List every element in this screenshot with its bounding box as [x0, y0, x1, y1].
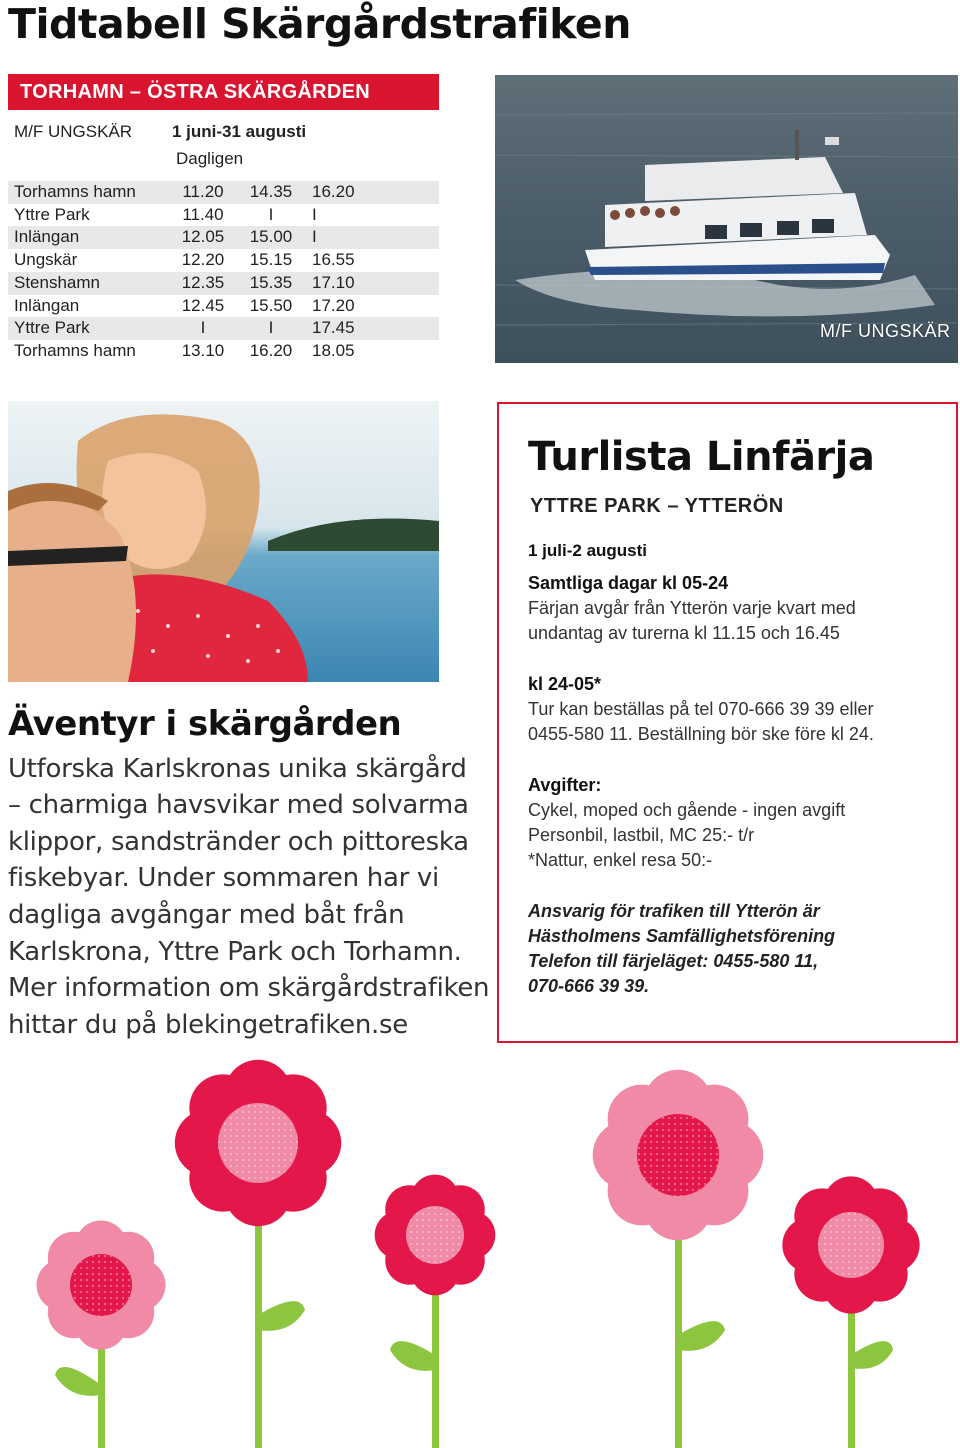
table-row — [8, 317, 439, 340]
flower — [593, 1070, 764, 1448]
flower-center-dots — [218, 1103, 298, 1183]
flower — [375, 1175, 496, 1448]
departure-time: 17.45 — [306, 317, 439, 340]
page-title: Tidtabell Skärgårdstrafiken — [8, 0, 631, 48]
fee-item: Personbil, lastbil, MC 25:- t/r — [528, 825, 755, 845]
stop-name: Yttre Park — [14, 204, 90, 224]
night-text: 0455-580 11. Beställning bör ske före kl 24. — [528, 724, 874, 744]
adventure-text-line: Mer information om skärgårdstrafiken — [8, 973, 490, 1003]
table-row — [8, 340, 439, 363]
day-text: Färjan avgår från Ytterön varje kvart med — [528, 598, 856, 618]
adventure-text-line: – charmiga havsvikar med solvarma — [8, 790, 469, 820]
adventure-link-line: hittar du på blekingetrafiken.se — [8, 1010, 408, 1040]
fee-item: Cykel, moped och gående - ingen avgift — [528, 800, 846, 820]
day-text: undantag av turerna kl 11.15 och 16.45 — [528, 623, 840, 643]
departure-time: I — [268, 204, 274, 224]
stop-name: Yttre Park — [8, 317, 170, 340]
responsibility-text: 070-666 39 39. — [528, 976, 650, 996]
responsibility-text: Telefon till färjeläget: 0455-580 11, — [528, 951, 819, 971]
adventure-title: Äventyr i skärgården — [8, 704, 402, 744]
responsibility-text: Ansvarig för trafiken till Ytterön är — [528, 901, 820, 921]
timetable — [8, 181, 439, 363]
boat-photo — [495, 75, 958, 363]
table-row — [8, 181, 439, 204]
departure-time: 15.00 — [236, 226, 306, 249]
table-row — [8, 249, 439, 272]
departure-time: 12.20 — [181, 250, 225, 270]
fee-item: *Nattur, enkel resa 50:- — [528, 850, 713, 870]
stop-name: Stenshamn — [8, 272, 170, 295]
departure-time: 15.35 — [236, 272, 306, 295]
adventure-text-line: fiskebyar. Under sommaren har vi — [8, 863, 439, 893]
stop-name: Torhamns hamn — [14, 340, 136, 360]
departure-time: I — [312, 204, 317, 224]
departure-time: 12.05 — [170, 226, 236, 249]
adventure-text-line: klippor, sandstränder och pittoreska — [8, 827, 469, 857]
family-photo — [8, 401, 439, 682]
flower — [782, 1176, 919, 1448]
stop-name: Inlängan — [14, 295, 80, 315]
period-label: 1 juni-31 augusti — [172, 122, 307, 141]
flower — [175, 1060, 341, 1448]
departure-time: 15.50 — [249, 295, 293, 315]
departure-time: 12.35 — [170, 272, 236, 295]
departure-time: 13.10 — [181, 340, 225, 360]
ferry-title: Turlista Linfärja — [528, 434, 875, 480]
stop-name: Inlängan — [8, 226, 170, 249]
adventure-text-line: Karlskrona, Yttre Park och Torhamn. — [8, 937, 462, 967]
ferry-route: YTTRE PARK – YTTERÖN — [530, 495, 784, 517]
day-heading: Samtliga dagar kl 05-24 — [528, 573, 729, 593]
flower-decoration — [0, 1055, 960, 1448]
departure-time: 17.10 — [306, 272, 439, 295]
vessel-label: M/F UNGSKÄR — [14, 122, 133, 141]
stop-name: Torhamns hamn — [8, 181, 170, 204]
departure-time: 16.55 — [312, 250, 355, 270]
route-header: TORHAMN – ÖSTRA SKÄRGÅRDEN — [8, 74, 439, 110]
table-row — [8, 204, 439, 227]
flower-center-dots — [637, 1114, 719, 1196]
departure-time: I — [306, 226, 439, 249]
departure-time: 11.20 — [170, 181, 236, 204]
departure-time: 11.40 — [182, 204, 224, 224]
departure-time: 17.20 — [312, 295, 355, 315]
adventure-text-line: Utforska Karlskronas unika skärgård — [8, 754, 467, 784]
night-text: Tur kan beställas på tel 070-666 39 39 eller — [528, 699, 874, 719]
responsibility-text: Hästholmens Samfällighetsförening — [528, 926, 836, 946]
boat-caption: M/F UNGSKÄR — [820, 321, 951, 341]
adventure-text-line: dagliga avgångar med båt från — [8, 900, 405, 930]
flower-center-dots — [818, 1212, 884, 1278]
stop-name: Ungskär — [14, 250, 78, 270]
departure-time: I — [236, 317, 306, 340]
departure-time: 16.20 — [249, 340, 293, 360]
table-row — [8, 295, 439, 318]
fees-heading: Avgifter: — [528, 775, 602, 795]
table-row — [8, 226, 439, 249]
departure-time: 18.05 — [312, 340, 355, 360]
departure-time: I — [170, 317, 236, 340]
flower-center-dots — [406, 1206, 464, 1264]
ferry-period: 1 juli-2 augusti — [528, 541, 648, 560]
departure-time: 15.15 — [249, 250, 293, 270]
flower — [37, 1221, 166, 1448]
flower-center-dots — [70, 1254, 132, 1316]
departure-time: 14.35 — [236, 181, 306, 204]
table-row — [8, 272, 439, 295]
departure-time: 16.20 — [306, 181, 439, 204]
departure-time: 12.45 — [181, 295, 225, 315]
night-heading: kl 24-05* — [528, 674, 602, 694]
frequency-label: Dagligen — [176, 149, 244, 168]
